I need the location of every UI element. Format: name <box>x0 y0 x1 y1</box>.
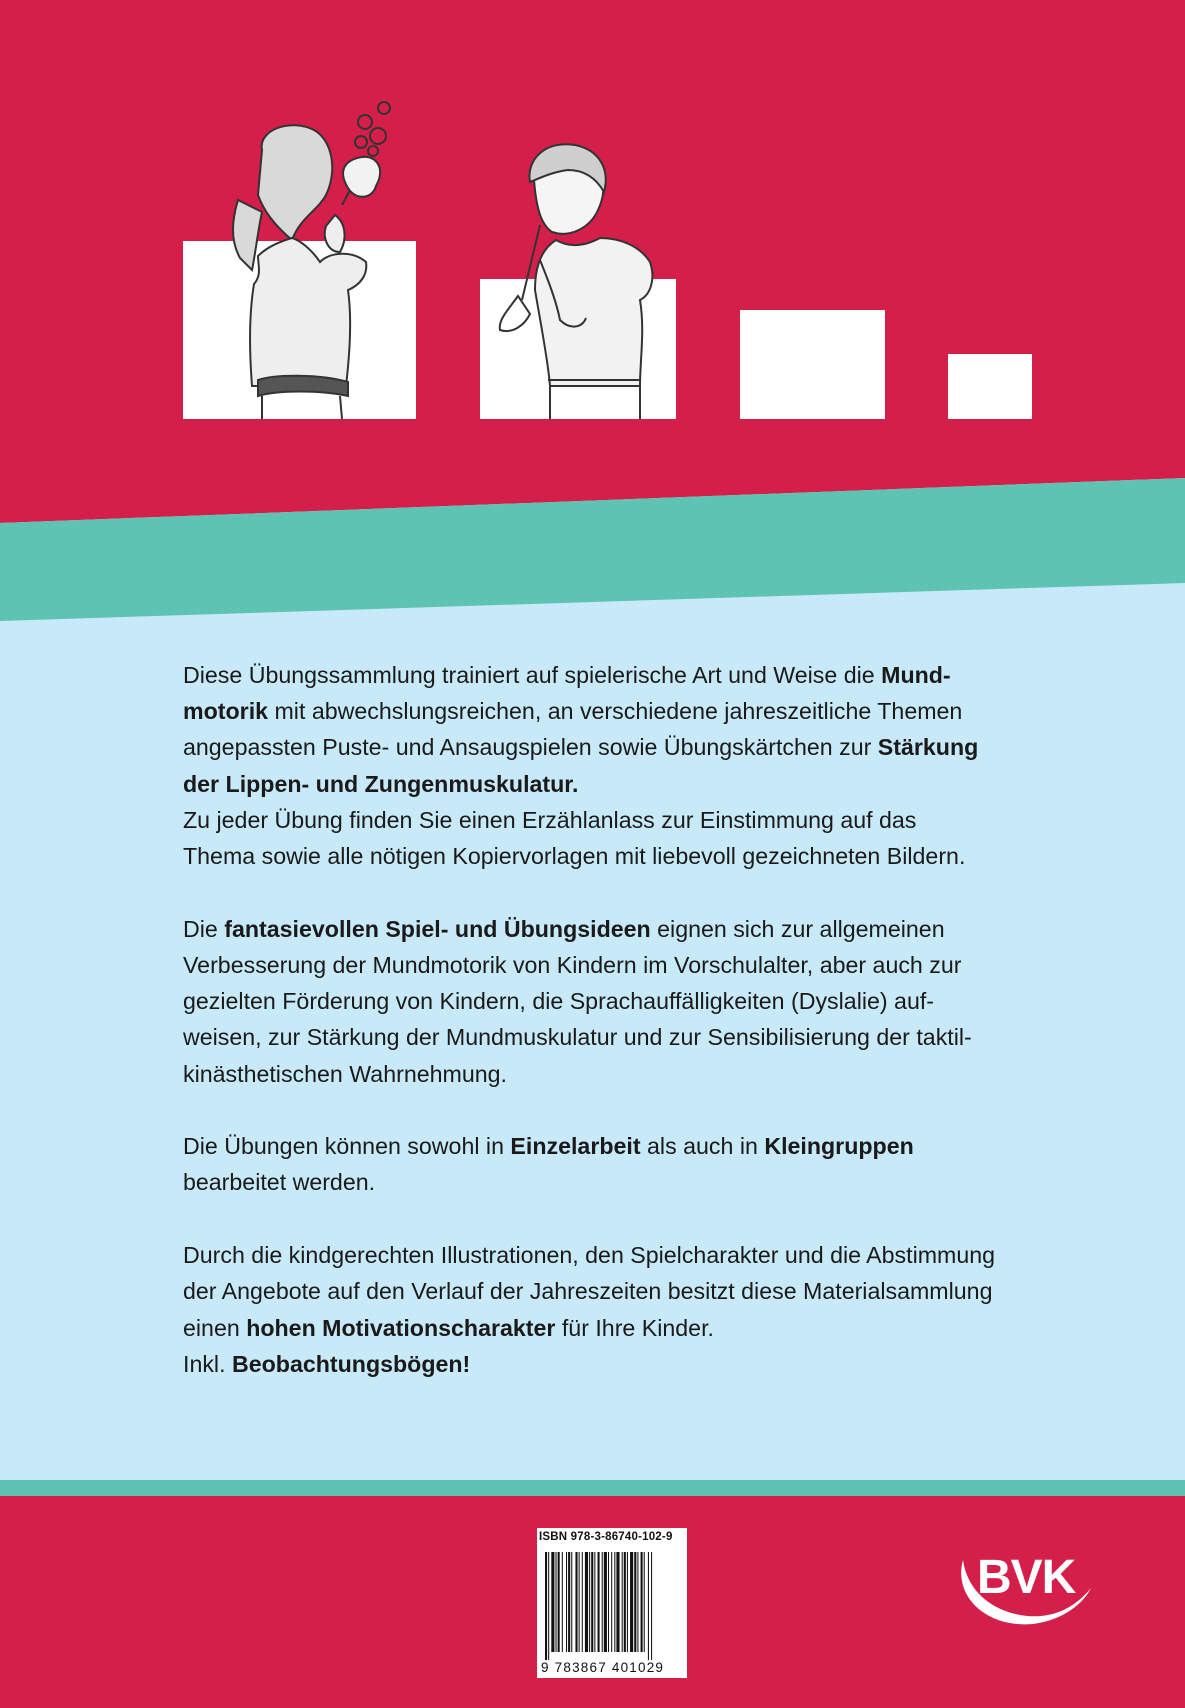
text-run: Zu jeder Übung finden Sie einen Erzählanlass zur Einstimmung auf das <box>183 806 917 833</box>
barcode-bar <box>614 1552 615 1652</box>
text-run: Verbesserung der Mundmotorik von Kindern im Vorschulalter, aber auch zur <box>183 951 962 978</box>
text-run: eignen sich zur allgemeinen <box>650 915 945 942</box>
text-run: einen <box>183 1314 247 1341</box>
back-cover-blurb <box>183 657 1023 1418</box>
isbn-label: ISBN 978-3-86740-102-9 <box>539 1531 673 1543</box>
barcode-bar <box>568 1552 570 1652</box>
step-block-3 <box>740 310 885 419</box>
barcode-bar <box>579 1552 580 1652</box>
blurb-paragraph-1 <box>183 657 1023 874</box>
barcode-bar <box>594 1552 595 1652</box>
barcode-bar <box>641 1552 643 1652</box>
top-header-band <box>0 0 1185 640</box>
barcode-bar <box>622 1552 623 1652</box>
barcode-bar <box>591 1552 593 1652</box>
text-run: für Ihre Kinder. <box>555 1314 714 1341</box>
text-run: Die Übungen können sowohl in <box>183 1133 511 1160</box>
barcode-bar <box>558 1552 560 1652</box>
barcode-bar <box>575 1552 577 1652</box>
barcode-bar <box>648 1552 649 1660</box>
text-run: angepassten Puste- und Ansaugspielen sowie Übungskärtchen zur <box>183 734 878 761</box>
barcode-bar <box>644 1552 645 1652</box>
step-block-4 <box>948 354 1032 419</box>
text-run: der Angebote auf den Verlauf der Jahreszeiten besitzt diese Materialsammlung <box>183 1278 993 1305</box>
text-run: mit abwechslungsreichen, an verschiedene jahreszeitliche Themen <box>268 698 963 725</box>
bold-run: der Lippen- und Zungenmuskulatur. <box>183 770 579 797</box>
blurb-paragraph-3 <box>183 1128 1023 1200</box>
text-run: weisen, zur Stärkung der Mundmuskulatur und zur Sensibilisierung der taktil- <box>183 1024 972 1051</box>
barcode-bars <box>545 1552 681 1660</box>
text-run: kinästhetischen Wahrnehmung. <box>183 1060 507 1087</box>
barcode-bar <box>585 1552 588 1652</box>
barcode-bar <box>562 1552 563 1652</box>
barcode-bar <box>627 1552 628 1652</box>
ean-digits: 9 783867 401029 <box>541 1660 665 1675</box>
barcode-bar <box>630 1552 633 1652</box>
barcode-bar <box>589 1552 590 1652</box>
text-run: Durch die kindgerechten Illustrationen, den Spielcharakter und die Abstimmung <box>183 1242 996 1269</box>
bold-run: Beobachtungsbögen! <box>231 1350 471 1377</box>
bold-run: Kleingruppen <box>764 1133 914 1160</box>
bold-run: fantasievollen Spiel- und Übungsideen <box>224 915 651 942</box>
barcode-bar <box>624 1552 626 1652</box>
text-run: gezielten Förderung von Kindern, die Sprachauffälligkeiten (Dyslalie) auf- <box>183 988 935 1015</box>
barcode-bar <box>545 1552 547 1660</box>
blurb-paragraph-4 <box>183 1237 1023 1382</box>
barcode-bar <box>571 1552 572 1652</box>
blurb-paragraph-2 <box>183 911 1023 1092</box>
text-run: Die <box>183 915 225 942</box>
bold-run: Stärkung <box>877 734 979 761</box>
barcode-bar <box>637 1552 638 1652</box>
barcode-bar <box>551 1552 554 1652</box>
bold-run: Einzelarbeit <box>510 1133 641 1160</box>
bold-run: Mund- <box>881 662 951 688</box>
text-run: Thema sowie alle nötigen Kopiervorlagen mit liebevoll gezeichneten Bildern. <box>183 843 966 870</box>
barcode-bar <box>608 1552 609 1652</box>
barcode-bar <box>611 1552 612 1652</box>
barcode-bar <box>598 1552 600 1652</box>
barcode-bar <box>566 1552 567 1652</box>
barcode-bar <box>604 1552 607 1652</box>
barcode-bar <box>616 1552 619 1652</box>
barcode-bar <box>634 1552 636 1652</box>
text-run: Diese Übungssammlung trainiert auf spielerische Art und Weise die <box>183 662 882 688</box>
teal-footer-stripe <box>0 1480 1185 1496</box>
barcode-bar <box>548 1552 549 1660</box>
logo-text: BVK <box>977 1551 1076 1604</box>
text-run: als auch in <box>640 1133 765 1160</box>
barcode-bar <box>651 1552 652 1660</box>
barcode-bar <box>556 1552 557 1652</box>
publisher-logo <box>955 1540 1095 1630</box>
bold-run: motorik <box>183 698 269 725</box>
text-run: bearbeitet werden. <box>183 1169 376 1196</box>
text-run: Inkl. <box>183 1350 232 1377</box>
barcode-bar <box>582 1552 583 1652</box>
bold-run: hohen Motivationscharakter <box>246 1314 556 1341</box>
isbn-barcode <box>537 1528 687 1678</box>
barcode-bar <box>602 1552 603 1652</box>
